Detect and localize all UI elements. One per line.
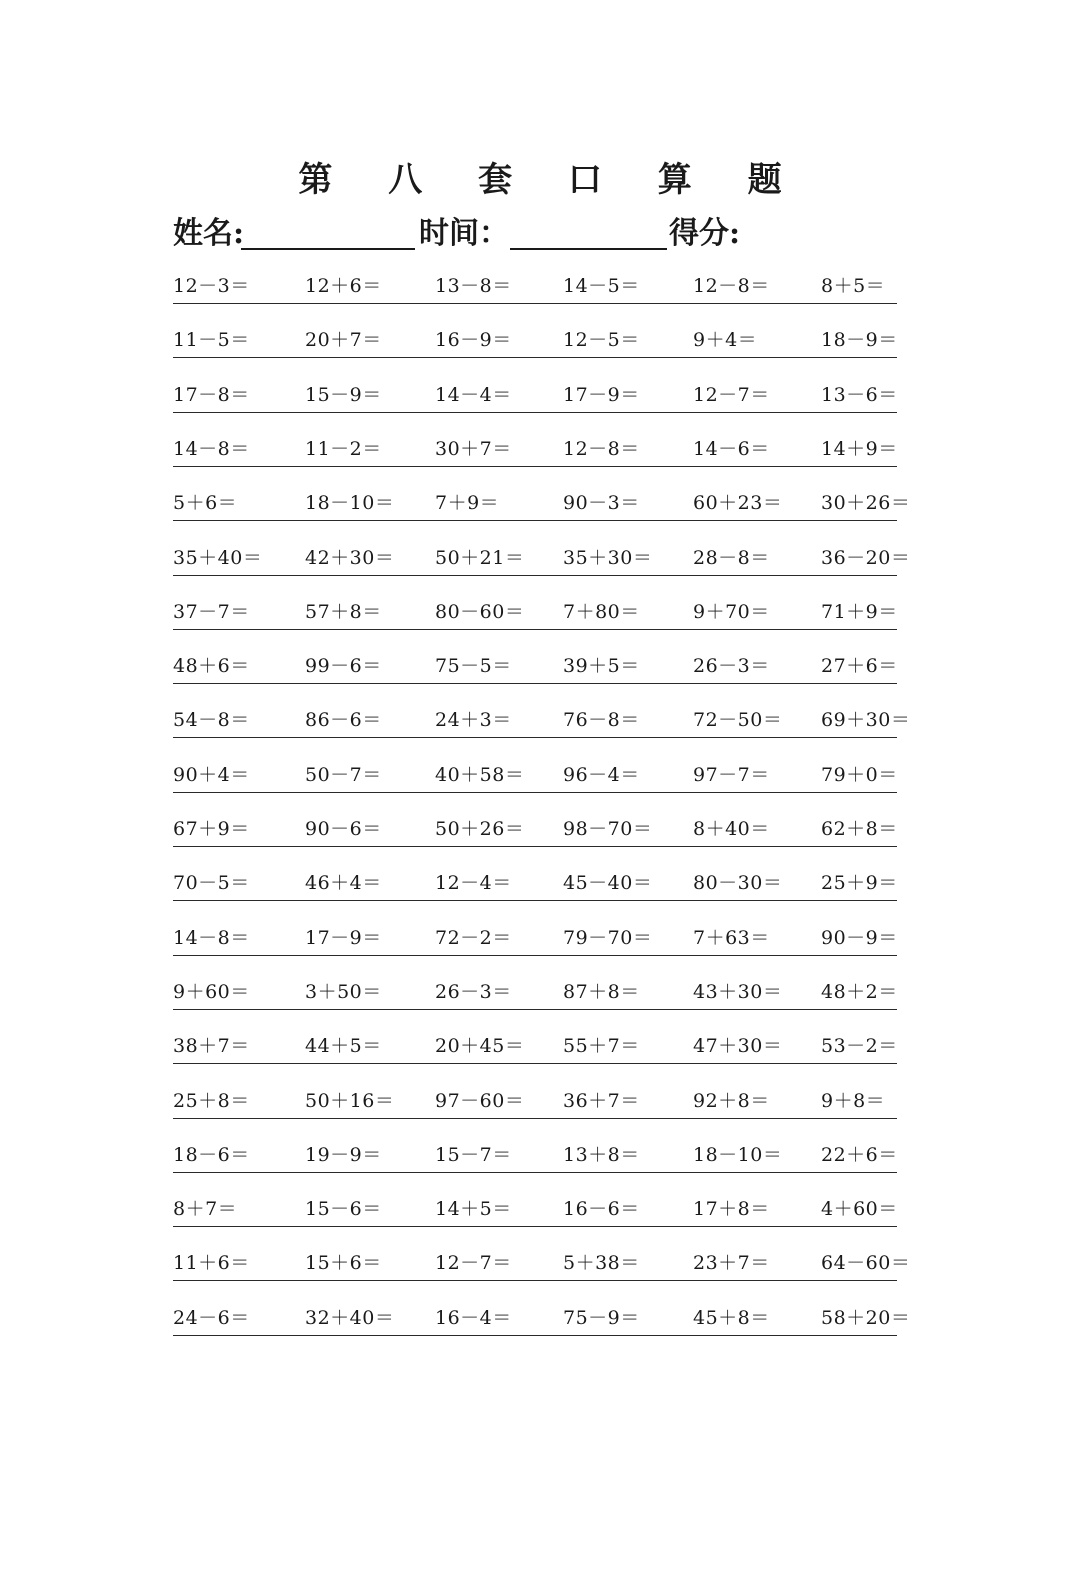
problem: 12－4＝ <box>435 872 512 895</box>
problem: 72－50＝ <box>693 709 783 732</box>
problem: 50＋26＝ <box>435 818 525 840</box>
problem: 12－7＝ <box>435 1252 512 1275</box>
problem: 75－5＝ <box>435 655 512 678</box>
problem: 53－2＝ <box>821 1035 898 1058</box>
problem-row <box>173 274 897 304</box>
problem-row <box>173 600 897 630</box>
problem: 75－9＝ <box>563 1306 640 1329</box>
problem: 72－2＝ <box>435 926 512 949</box>
problem-row <box>173 1034 897 1064</box>
problem: 24＋3＝ <box>435 709 512 732</box>
problem: 71＋9＝ <box>821 600 898 623</box>
problem: 36＋7＝ <box>563 1089 640 1112</box>
problem: 13－8＝ <box>435 275 512 297</box>
problem: 25＋9＝ <box>821 872 898 895</box>
problem-row <box>173 654 897 684</box>
problem: 13－6＝ <box>821 383 898 406</box>
problem-row <box>173 1306 911 1336</box>
problem: 30＋7＝ <box>435 437 512 460</box>
problem: 64－60＝ <box>821 1252 911 1275</box>
problem: 14－4＝ <box>435 383 512 406</box>
problem: 20＋45＝ <box>435 1035 525 1058</box>
problem: 70－5＝ <box>173 872 250 895</box>
problem: 55＋7＝ <box>563 1035 640 1058</box>
answer-line <box>173 303 897 304</box>
problem: 3＋50＝ <box>305 980 382 1003</box>
problem: 35＋30＝ <box>563 546 653 569</box>
problem: 14－8＝ <box>173 926 250 949</box>
problem: 16－6＝ <box>563 1198 640 1221</box>
problem: 14＋9＝ <box>821 437 898 460</box>
problem: 17－9＝ <box>305 926 382 949</box>
problem: 26－3＝ <box>435 980 512 1003</box>
problem: 80－30＝ <box>693 872 783 895</box>
problem: 14－6＝ <box>693 437 770 460</box>
problem: 35＋40＝ <box>173 546 263 569</box>
problem: 50－7＝ <box>305 763 382 786</box>
problem: 67＋9＝ <box>173 818 250 840</box>
problem: 7＋63＝ <box>693 926 770 949</box>
problem: 37－7＝ <box>173 600 250 623</box>
problem: 44＋5＝ <box>305 1035 382 1058</box>
problem: 15－9＝ <box>305 383 382 406</box>
answer-line <box>173 792 897 793</box>
problem: 14－8＝ <box>173 437 250 460</box>
problem: 30＋26＝ <box>821 492 911 515</box>
problem: 7＋9＝ <box>435 492 500 515</box>
problem: 48＋2＝ <box>821 980 898 1003</box>
problem: 45＋8＝ <box>693 1306 770 1329</box>
problem: 60＋23＝ <box>693 492 783 515</box>
problem-row <box>173 708 911 738</box>
problem: 43＋30＝ <box>693 980 783 1003</box>
name-label: 姓名: <box>173 216 245 251</box>
problem: 5＋38＝ <box>563 1252 640 1275</box>
problem: 39＋5＝ <box>563 655 640 678</box>
problem: 86－6＝ <box>305 709 382 732</box>
answer-line <box>173 412 897 413</box>
problem: 69＋30＝ <box>821 709 911 732</box>
problem: 97－7＝ <box>693 763 770 786</box>
problem: 50＋16＝ <box>305 1089 395 1112</box>
problem: 17－9＝ <box>563 383 640 406</box>
time-label: 时间： <box>419 216 509 251</box>
problem: 92＋8＝ <box>693 1089 770 1112</box>
problem: 90－3＝ <box>563 492 640 515</box>
answer-line <box>173 1009 897 1010</box>
problem: 54－8＝ <box>173 709 250 732</box>
problem: 12－5＝ <box>563 329 640 352</box>
problem: 17＋8＝ <box>693 1198 770 1221</box>
problem-row <box>173 328 897 358</box>
problem-row <box>173 1143 897 1173</box>
problem: 50＋21＝ <box>435 546 525 569</box>
problem: 11－2＝ <box>305 437 382 460</box>
problem-row <box>173 546 911 576</box>
problem: 8＋40＝ <box>693 818 770 840</box>
problem-row <box>173 383 897 413</box>
problem: 98－70＝ <box>563 818 653 840</box>
problem: 26－3＝ <box>693 655 770 678</box>
problem: 15＋6＝ <box>305 1252 382 1275</box>
problem: 97－60＝ <box>435 1089 525 1112</box>
problem: 13＋8＝ <box>563 1143 640 1166</box>
problem: 15－6＝ <box>305 1198 382 1221</box>
problem-row <box>173 980 897 1010</box>
problem: 17－8＝ <box>173 383 250 406</box>
problem-row <box>173 763 897 793</box>
problem: 12－8＝ <box>563 437 640 460</box>
problem: 12－7＝ <box>693 383 770 406</box>
problem: 5＋6＝ <box>173 492 238 515</box>
problem: 8＋7＝ <box>173 1198 238 1221</box>
problem: 18－9＝ <box>821 329 898 352</box>
problem-row <box>173 817 897 847</box>
problem: 76－8＝ <box>563 709 640 732</box>
problem: 9＋60＝ <box>173 980 250 1003</box>
problem: 7＋80＝ <box>563 600 640 623</box>
problem: 58＋20＝ <box>821 1306 911 1329</box>
problem: 22＋6＝ <box>821 1143 898 1166</box>
problem: 45－40＝ <box>563 872 653 895</box>
name-blank[interactable] <box>241 248 415 250</box>
problem: 36－20＝ <box>821 546 911 569</box>
answer-line <box>173 357 897 358</box>
time-blank[interactable] <box>510 248 667 250</box>
problem: 24－6＝ <box>173 1306 250 1329</box>
problem-row <box>173 491 911 521</box>
answer-line <box>173 900 897 901</box>
problem: 46＋4＝ <box>305 872 382 895</box>
problem: 90－6＝ <box>305 818 382 840</box>
problem: 18－10＝ <box>305 492 395 515</box>
problem: 25＋8＝ <box>173 1089 250 1112</box>
problem: 79＋0＝ <box>821 763 898 786</box>
problem: 12＋6＝ <box>305 275 382 297</box>
answer-line <box>173 1063 897 1064</box>
problem: 11－5＝ <box>173 329 250 352</box>
problem-row <box>173 926 897 956</box>
problem: 9＋4＝ <box>693 329 758 352</box>
page-title: 第 八 套 口 算 题 <box>298 160 804 200</box>
problem: 19－9＝ <box>305 1143 382 1166</box>
problem: 62＋8＝ <box>821 818 898 840</box>
problem: 8＋5＝ <box>821 275 886 297</box>
header-fields <box>173 208 913 258</box>
problem: 27＋6＝ <box>821 655 898 678</box>
problem: 14＋5＝ <box>435 1198 512 1221</box>
answer-line <box>173 846 897 847</box>
problem-row <box>173 437 897 467</box>
problem: 90－9＝ <box>821 926 898 949</box>
problem-row <box>173 1197 897 1227</box>
answer-line <box>173 1172 897 1173</box>
answer-line <box>173 466 897 467</box>
problem: 28－8＝ <box>693 546 770 569</box>
problem-row <box>173 1251 911 1281</box>
problem: 9＋8＝ <box>821 1089 886 1112</box>
answer-line <box>173 683 897 684</box>
problem: 16－9＝ <box>435 329 512 352</box>
problem: 18－6＝ <box>173 1143 250 1166</box>
problem: 38＋7＝ <box>173 1035 250 1058</box>
problem: 47＋30＝ <box>693 1035 783 1058</box>
problem: 14－5＝ <box>563 275 640 297</box>
problem: 32＋40＝ <box>305 1306 395 1329</box>
answer-line <box>173 955 897 956</box>
answer-line <box>173 575 897 576</box>
answer-line <box>173 1226 897 1227</box>
problem: 15－7＝ <box>435 1143 512 1166</box>
problem: 79－70＝ <box>563 926 653 949</box>
answer-line <box>173 520 897 521</box>
score-label: 得分: <box>669 216 741 251</box>
problem-row <box>173 1089 897 1119</box>
problem: 4＋60＝ <box>821 1198 898 1221</box>
problem: 12－3＝ <box>173 275 250 297</box>
problem: 48＋6＝ <box>173 655 250 678</box>
answer-line <box>173 1335 897 1336</box>
problem: 11＋6＝ <box>173 1252 250 1275</box>
problem: 12－8＝ <box>693 275 770 297</box>
problem-row <box>173 871 897 901</box>
answer-line <box>173 629 897 630</box>
problem: 87＋8＝ <box>563 980 640 1003</box>
answer-line <box>173 1118 897 1119</box>
answer-line <box>173 1280 897 1281</box>
problem: 40＋58＝ <box>435 763 525 786</box>
problem: 96－4＝ <box>563 763 640 786</box>
problem: 57＋8＝ <box>305 600 382 623</box>
problem: 23＋7＝ <box>693 1252 770 1275</box>
problem: 18－10＝ <box>693 1143 783 1166</box>
problem: 16－4＝ <box>435 1306 512 1329</box>
problem: 9＋70＝ <box>693 600 770 623</box>
problem: 99－6＝ <box>305 655 382 678</box>
problem: 80－60＝ <box>435 600 525 623</box>
answer-line <box>173 737 897 738</box>
problem: 20＋7＝ <box>305 329 382 352</box>
problem: 90＋4＝ <box>173 763 250 786</box>
problem: 42＋30＝ <box>305 546 395 569</box>
